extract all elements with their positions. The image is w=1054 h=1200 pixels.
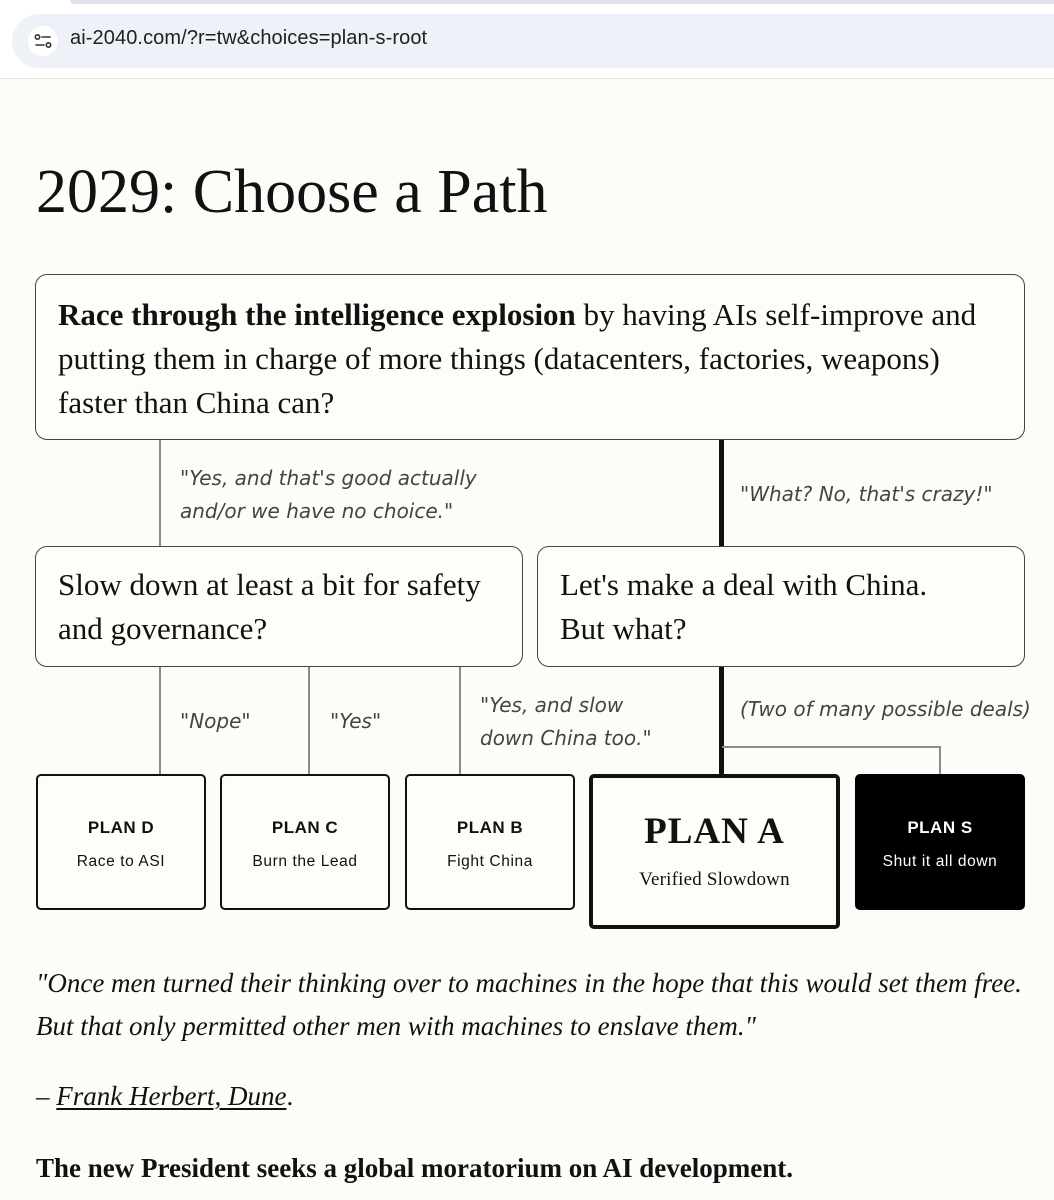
- attribution-period: .: [286, 1081, 294, 1111]
- site-info-button[interactable]: [28, 26, 58, 56]
- answer-yes-slow-line2: down China too.": [480, 726, 652, 750]
- plan-a-card[interactable]: [589, 774, 840, 929]
- plan-d-title: PLAN D: [87, 818, 155, 837]
- attribution-dash: –: [36, 1081, 57, 1111]
- plan-s-title: PLAN S: [907, 818, 973, 837]
- plan-b-card[interactable]: [405, 774, 575, 910]
- address-bar[interactable]: [12, 14, 1054, 68]
- plan-d-card[interactable]: [36, 774, 206, 910]
- dune-quote: "Once men turned their thinking over to machines in the hope that this would set them free. But that only permitted other men with machines to enslave them.": [36, 968, 1022, 1041]
- plan-c-title: PLAN C: [271, 818, 339, 837]
- connector-to-plan-b: [459, 667, 461, 774]
- tab-strip-edge: [70, 0, 1054, 4]
- answer-possible-deals: (Two of many possible deals): [740, 697, 1031, 721]
- slow-down-question-box: [35, 546, 523, 667]
- answer-yes-good-line2: and/or we have no choice.": [180, 499, 454, 523]
- plan-a-subtitle: Verified Slowdown: [639, 869, 790, 890]
- plan-a-title: PLAN A: [644, 811, 785, 852]
- connector-to-plan-d: [159, 667, 161, 774]
- plan-c-card[interactable]: [220, 774, 390, 910]
- slow-down-question-text: Slow down at least a bit for safety and governance?: [58, 567, 481, 646]
- answer-yes-good-line1: "Yes, and that's good actually: [180, 466, 477, 490]
- answer-nope[interactable]: "Nope": [180, 709, 251, 733]
- answer-no-crazy[interactable]: "What? No, that's crazy!": [740, 482, 993, 506]
- connector-branch-plan-s-v: [939, 746, 941, 774]
- answer-yes-slow-china[interactable]: [480, 689, 652, 755]
- quote-attribution: [36, 1076, 293, 1116]
- connector-branch-plan-s-h: [722, 746, 941, 748]
- root-question-text: by having AIs self-improve and putting them in charge of more things (datacenters, factories, weapons) faster than China can?: [58, 297, 977, 420]
- connector-to-plan-a: [719, 667, 724, 775]
- connector-root-left: [159, 440, 161, 546]
- answer-yes-good[interactable]: [180, 462, 477, 528]
- page-title: 2029: Choose a Path: [36, 158, 548, 226]
- tune-icon: [33, 31, 53, 51]
- answer-yes-slow-line1: "Yes, and slow: [480, 693, 624, 717]
- moratorium-statement: The new President seeks a global moratorium on AI development.: [36, 1153, 793, 1183]
- frank-herbert-dune-link[interactable]: Frank Herbert, Dune: [56, 1081, 287, 1111]
- deal-question-line2: But what?: [560, 611, 687, 646]
- answer-yes[interactable]: "Yes": [330, 709, 382, 733]
- browser-chrome: [0, 0, 1054, 79]
- url-text[interactable]: ai-2040.com/?r=tw&choices=plan-s-root: [70, 27, 428, 49]
- plan-b-subtitle: Fight China: [447, 853, 533, 870]
- plan-c-subtitle: Burn the Lead: [252, 853, 358, 870]
- plan-b-title: PLAN B: [456, 818, 524, 837]
- deal-question-line1: Let's make a deal with China.: [560, 567, 928, 602]
- plan-d-subtitle: Race to ASI: [76, 853, 166, 870]
- root-question-bold: Race through the intelligence explosion: [58, 297, 576, 332]
- root-question-box: [35, 274, 1025, 440]
- connector-root-right: [719, 440, 724, 546]
- connector-to-plan-c: [308, 667, 310, 774]
- plan-s-card[interactable]: [855, 774, 1025, 910]
- plan-s-subtitle: Shut it all down: [882, 853, 998, 870]
- deal-question-box: [537, 546, 1025, 667]
